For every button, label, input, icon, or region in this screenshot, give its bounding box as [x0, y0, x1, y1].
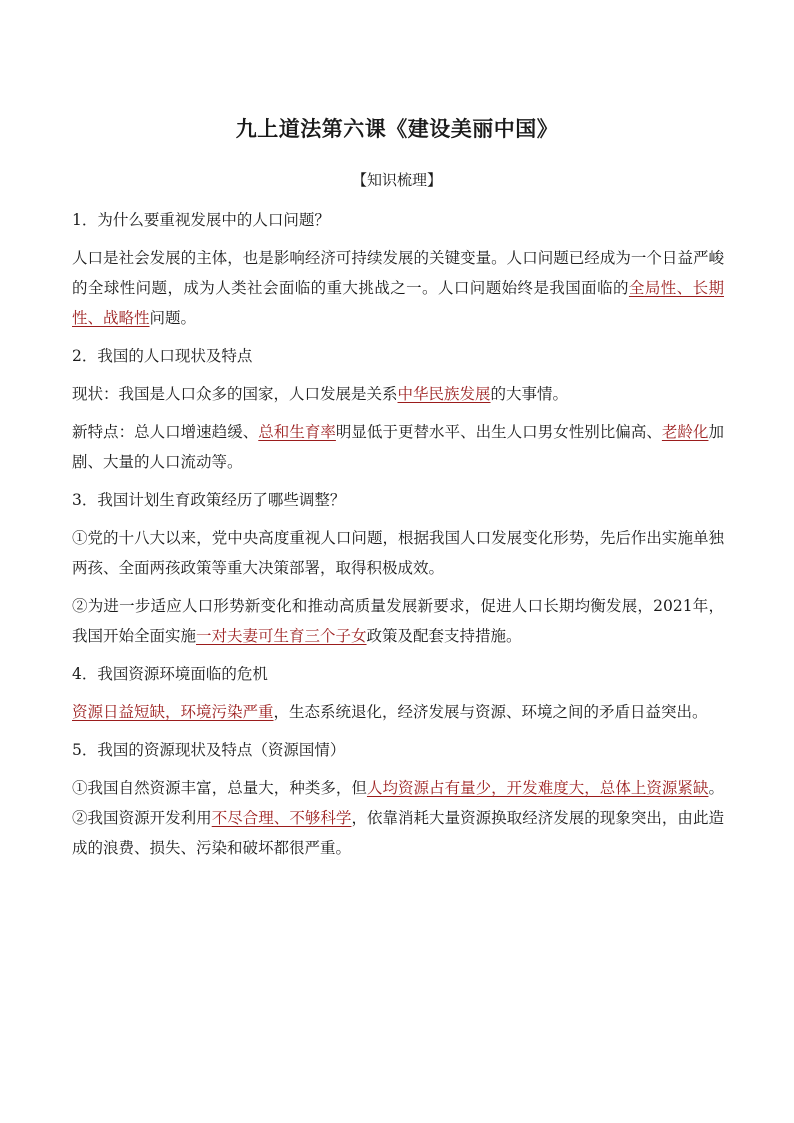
question-3-answer-1: ①党的十八大以来，党中央高度重视人口问题，根据我国人口发展变化形势，先后作出实施单独两孩、全面两孩政策等重大决策部署，取得积极成效。 [72, 529, 724, 577]
question-5-heading: 5．我国的资源现状及特点（资源国情） [72, 741, 346, 759]
question-4-heading: 4．我国资源环境面临的危机 [72, 665, 268, 683]
answer-text: 政策及配套支持措施。 [366, 627, 522, 645]
question-1-answer [72, 243, 724, 333]
question-3-answer-2 [72, 591, 724, 651]
answer-text: 的大事情。 [490, 385, 569, 403]
page-title: 九上道法第六课《建设美丽中国》 [235, 116, 559, 141]
question-3-heading: 3．我国计划生育政策经历了哪些调整？ [72, 491, 346, 509]
key-term: 中华民族发展 [397, 385, 491, 403]
question-2-status [72, 379, 724, 409]
answer-text: ②为进一步适应人口形势新变化和推动高质量发展新要求，促进人口长期均衡发展，2021年，我国开始全面实施 [72, 597, 724, 645]
question-5-answer [72, 773, 724, 863]
question-2-features [72, 417, 724, 477]
answer-text: 问题。 [149, 309, 197, 327]
document-body [72, 205, 724, 871]
answer-text: 。②我国资源开发利用 [72, 779, 724, 827]
section-subtitle: 【知识梳理】 [351, 171, 442, 189]
answer-text: ，依靠消耗大量资源换取经济发展的现象突出，由此造成的浪费、损失、污染和破坏都很严重。 [72, 809, 724, 857]
key-term: 老龄化 [661, 423, 709, 441]
question-4-answer [72, 697, 724, 727]
key-term: 一对夫妻可生育三个子女 [196, 627, 367, 645]
key-term: 总和生育率 [258, 423, 336, 441]
key-term: 资源日益短缺，环境污染严重 [72, 703, 274, 721]
key-term: 全局性、长期性、战略性 [72, 279, 724, 327]
answer-text: 人口是社会发展的主体，也是影响经济可持续发展的关键变量。人口问题已经成为一个日益严峻的全球性问题，成为人类社会面临的重大挑战之一。人口问题始终是我国面临的 [72, 249, 724, 297]
answer-text: 加剧、大量的人口流动等。 [72, 423, 724, 471]
key-term: 人均资源占有量少，开发难度大，总体上资源紧缺 [366, 779, 709, 797]
answer-text: ①我国自然资源丰富，总量大，种类多，但 [72, 779, 367, 797]
key-term: 不尽合理、不够科学 [211, 809, 352, 827]
question-2-heading: 2．我国的人口现状及特点 [72, 347, 253, 365]
answer-text: 现状：我国是人口众多的国家，人口发展是关系 [72, 385, 398, 403]
question-1-heading: 1．为什么要重视发展中的人口问题？ [72, 211, 330, 229]
answer-text: 明显低于更替水平、出生人口男女性别比偏高、 [335, 423, 662, 441]
answer-text: 新特点：总人口增速趋缓、 [72, 423, 259, 441]
answer-text: ，生态系统退化，经济发展与资源、环境之间的矛盾日益突出。 [273, 703, 708, 721]
